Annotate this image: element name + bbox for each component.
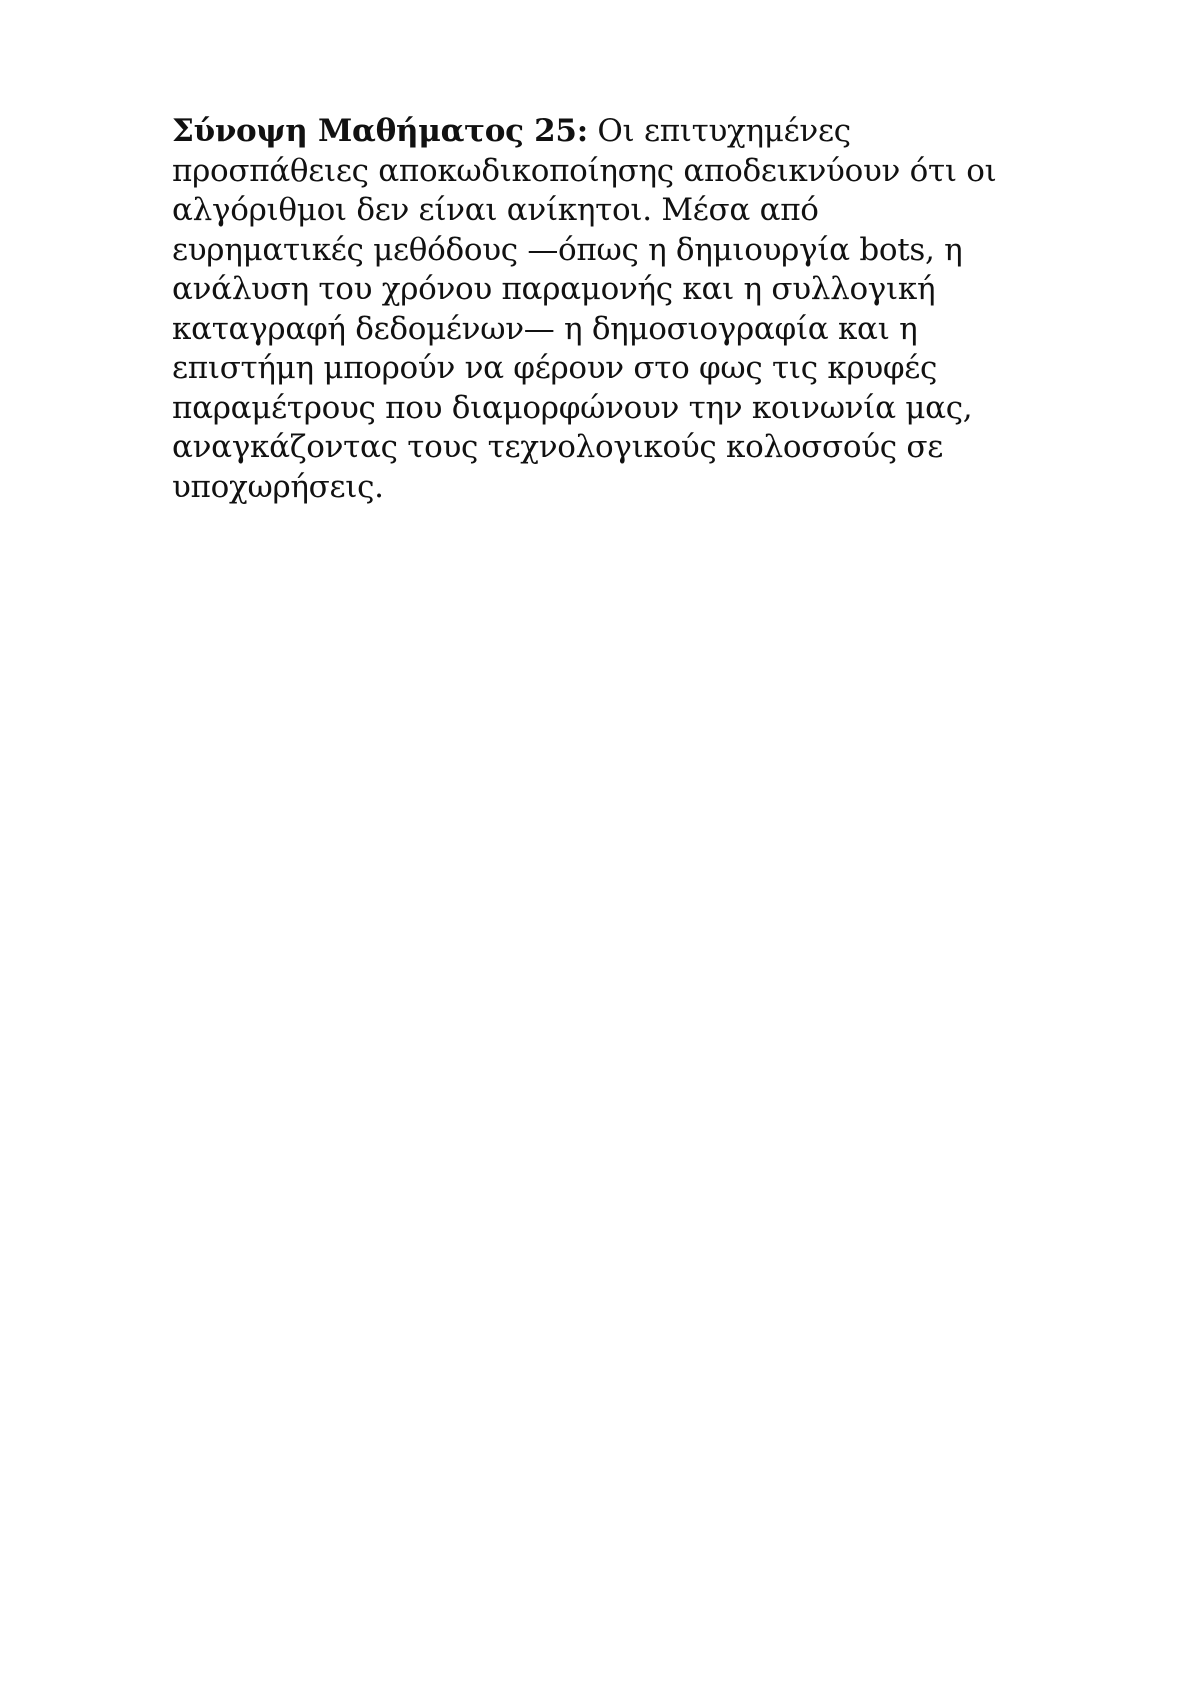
summary-text: παραμέτρους που διαμορφώνουν την κοινωνία μας, bbox=[172, 389, 973, 426]
summary-line-1 bbox=[172, 112, 1042, 152]
summary-text: Οι επιτυχημένες bbox=[597, 113, 851, 149]
lesson-summary-paragraph bbox=[172, 112, 1042, 507]
summary-text: ανάλυση του χρόνου παραμονής και η συλλογική bbox=[172, 271, 936, 307]
summary-text: προσπάθειες αποκωδικοποίησης αποδεικνύουν ότι οι bbox=[172, 152, 997, 189]
summary-heading: Σύνοψη Μαθήματος 25: bbox=[172, 113, 588, 149]
summary-text: υποχωρήσεις. bbox=[172, 468, 384, 505]
summary-text: επιστήμη μπορούν να φέρουν στο φως τις κρυφές bbox=[172, 350, 938, 386]
summary-text: αλγόριθμοι δεν είναι ανίκητοι. Μέσα από bbox=[172, 192, 819, 228]
summary-text: καταγραφή δεδομένων— η δημοσιογραφία και η bbox=[172, 310, 918, 347]
summary-text: αναγκάζοντας τους τεχνολογικούς κολοσσούς σε bbox=[172, 429, 944, 465]
summary-text: ευρηματικές μεθόδους —όπως η δημιουργία bots, η bbox=[172, 231, 963, 268]
